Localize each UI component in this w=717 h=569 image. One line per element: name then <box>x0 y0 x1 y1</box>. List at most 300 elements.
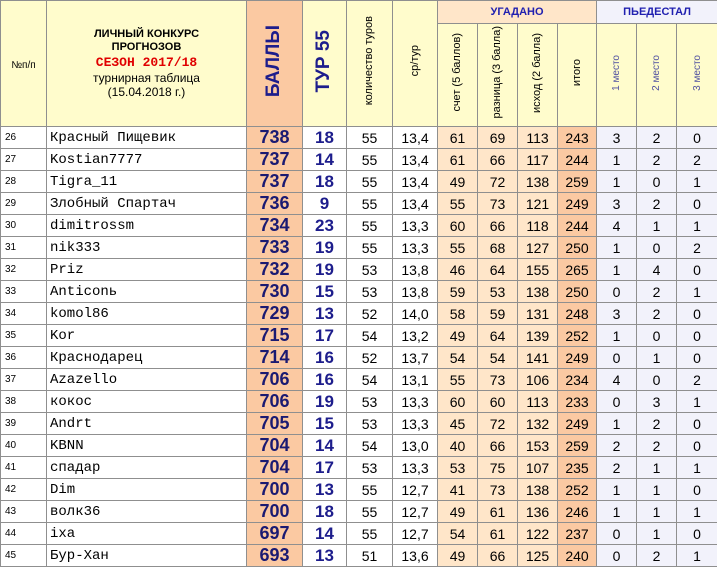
participant-name: komol86 <box>47 303 247 325</box>
tours-count: 55 <box>347 523 393 545</box>
guessed-difference: 61 <box>478 501 518 523</box>
guessed-score: 61 <box>438 149 478 171</box>
subtitle: турнирная таблица <box>93 71 200 85</box>
guessed-score: 55 <box>438 369 478 391</box>
participant-name: Azazello <box>47 369 247 391</box>
first-places: 1 <box>597 237 637 259</box>
balls-value: 700 <box>247 501 303 523</box>
tours-count: 52 <box>347 347 393 369</box>
tours-count: 55 <box>347 193 393 215</box>
guessed-difference: 73 <box>478 479 518 501</box>
guessed-score: 55 <box>438 237 478 259</box>
table-row <box>1 325 717 347</box>
guessed-total: 249 <box>558 193 597 215</box>
tour-points: 13 <box>303 545 347 567</box>
header-place3: 3 место <box>677 24 717 127</box>
guessed-outcome: 136 <box>518 501 558 523</box>
row-number: 44 <box>1 523 47 545</box>
guessed-score: 59 <box>438 281 478 303</box>
participant-name: Злобный Спартач <box>47 193 247 215</box>
tour-points: 18 <box>303 501 347 523</box>
header-place2: 2 место <box>637 24 677 127</box>
table-row <box>1 457 717 479</box>
tour-points: 16 <box>303 347 347 369</box>
guessed-total: 246 <box>558 501 597 523</box>
table-row <box>1 193 717 215</box>
second-places: 2 <box>637 281 677 303</box>
table-row <box>1 237 717 259</box>
guessed-total: 249 <box>558 347 597 369</box>
table-row <box>1 171 717 193</box>
table-row <box>1 391 717 413</box>
row-number: 32 <box>1 259 47 281</box>
balls-value: 734 <box>247 215 303 237</box>
third-places: 0 <box>677 193 717 215</box>
guessed-score: 46 <box>438 259 478 281</box>
third-places: 0 <box>677 325 717 347</box>
balls-value: 706 <box>247 369 303 391</box>
header-title-block <box>47 1 247 127</box>
guessed-total: 234 <box>558 369 597 391</box>
date-label: (15.04.2018 г.) <box>107 85 186 99</box>
guessed-difference: 66 <box>478 435 518 457</box>
participant-name: nik333 <box>47 237 247 259</box>
second-places: 1 <box>637 215 677 237</box>
first-places: 1 <box>597 325 637 347</box>
guessed-outcome: 117 <box>518 149 558 171</box>
row-number: 27 <box>1 149 47 171</box>
guessed-total: 244 <box>558 149 597 171</box>
guessed-total: 252 <box>558 325 597 347</box>
tours-count: 55 <box>347 149 393 171</box>
third-places: 0 <box>677 303 717 325</box>
average-per-tour: 13,0 <box>393 435 438 457</box>
second-places: 0 <box>637 237 677 259</box>
average-per-tour: 13,3 <box>393 413 438 435</box>
header-num: №п/п <box>1 1 47 127</box>
guessed-total: 249 <box>558 413 597 435</box>
first-places: 3 <box>597 303 637 325</box>
row-number: 40 <box>1 435 47 457</box>
second-places: 0 <box>637 171 677 193</box>
third-places: 2 <box>677 149 717 171</box>
third-places: 0 <box>677 479 717 501</box>
row-number: 26 <box>1 127 47 149</box>
balls-value: 714 <box>247 347 303 369</box>
first-places: 3 <box>597 193 637 215</box>
average-per-tour: 13,3 <box>393 457 438 479</box>
average-per-tour: 13,4 <box>393 127 438 149</box>
guessed-outcome: 122 <box>518 523 558 545</box>
guessed-total: 265 <box>558 259 597 281</box>
header-sr-tur: ср/тур <box>393 1 438 127</box>
guessed-total: 250 <box>558 237 597 259</box>
title-line2: ПРОГНОЗОВ <box>111 41 182 53</box>
second-places: 3 <box>637 391 677 413</box>
second-places: 1 <box>637 347 677 369</box>
guessed-total: 237 <box>558 523 597 545</box>
guessed-score: 41 <box>438 479 478 501</box>
average-per-tour: 13,7 <box>393 347 438 369</box>
row-number: 28 <box>1 171 47 193</box>
first-places: 0 <box>597 545 637 567</box>
participant-name: кокос <box>47 391 247 413</box>
guessed-difference: 54 <box>478 347 518 369</box>
third-places: 1 <box>677 501 717 523</box>
guessed-difference: 64 <box>478 325 518 347</box>
guessed-total: 244 <box>558 215 597 237</box>
row-number: 41 <box>1 457 47 479</box>
guessed-score: 58 <box>438 303 478 325</box>
row-number: 39 <box>1 413 47 435</box>
guessed-total: 248 <box>558 303 597 325</box>
first-places: 4 <box>597 215 637 237</box>
tours-count: 55 <box>347 501 393 523</box>
guessed-outcome: 141 <box>518 347 558 369</box>
tour-points: 14 <box>303 435 347 457</box>
second-places: 1 <box>637 523 677 545</box>
tour-points: 23 <box>303 215 347 237</box>
guessed-difference: 59 <box>478 303 518 325</box>
first-places: 0 <box>597 281 637 303</box>
second-places: 2 <box>637 545 677 567</box>
tour-points: 19 <box>303 259 347 281</box>
average-per-tour: 13,3 <box>393 237 438 259</box>
balls-value: 693 <box>247 545 303 567</box>
participant-name: Tigra_11 <box>47 171 247 193</box>
table-row <box>1 127 717 149</box>
first-places: 1 <box>597 149 637 171</box>
guessed-difference: 66 <box>478 545 518 567</box>
third-places: 0 <box>677 347 717 369</box>
third-places: 0 <box>677 259 717 281</box>
tours-count: 55 <box>347 237 393 259</box>
guessed-score: 53 <box>438 457 478 479</box>
balls-value: 738 <box>247 127 303 149</box>
tours-count: 54 <box>347 369 393 391</box>
tour-points: 17 <box>303 325 347 347</box>
table-header <box>1 1 717 127</box>
average-per-tour: 13,8 <box>393 281 438 303</box>
balls-value: 706 <box>247 391 303 413</box>
participant-name: ixa <box>47 523 247 545</box>
second-places: 2 <box>637 127 677 149</box>
guessed-outcome: 106 <box>518 369 558 391</box>
row-number: 37 <box>1 369 47 391</box>
tour-points: 19 <box>303 237 347 259</box>
season-label: СЕЗОН 2017/18 <box>95 55 198 70</box>
table-row <box>1 479 717 501</box>
third-places: 1 <box>677 171 717 193</box>
table-row <box>1 259 717 281</box>
tours-count: 53 <box>347 457 393 479</box>
title-line1: ЛИЧНЫЙ КОНКУРС <box>93 28 200 40</box>
guessed-outcome: 132 <box>518 413 558 435</box>
tours-count: 55 <box>347 171 393 193</box>
third-places: 1 <box>677 391 717 413</box>
participant-name: Краснодарец <box>47 347 247 369</box>
tour-points: 18 <box>303 171 347 193</box>
third-places: 0 <box>677 523 717 545</box>
guessed-outcome: 155 <box>518 259 558 281</box>
guessed-score: 60 <box>438 391 478 413</box>
tour-points: 17 <box>303 457 347 479</box>
second-places: 2 <box>637 193 677 215</box>
row-number: 29 <box>1 193 47 215</box>
tour-points: 13 <box>303 479 347 501</box>
participant-name: Priz <box>47 259 247 281</box>
row-number: 30 <box>1 215 47 237</box>
header-raznica: разница (3 балла) <box>478 24 518 127</box>
first-places: 1 <box>597 479 637 501</box>
tour-points: 19 <box>303 391 347 413</box>
first-places: 2 <box>597 457 637 479</box>
third-places: 2 <box>677 369 717 391</box>
balls-value: 704 <box>247 457 303 479</box>
guessed-score: 54 <box>438 523 478 545</box>
third-places: 0 <box>677 127 717 149</box>
participant-name: Kostian7777 <box>47 149 247 171</box>
row-number: 35 <box>1 325 47 347</box>
tours-count: 55 <box>347 127 393 149</box>
row-number: 42 <box>1 479 47 501</box>
second-places: 1 <box>637 501 677 523</box>
guessed-difference: 72 <box>478 171 518 193</box>
participant-name: волк36 <box>47 501 247 523</box>
table-row <box>1 347 717 369</box>
row-number: 38 <box>1 391 47 413</box>
guessed-outcome: 113 <box>518 391 558 413</box>
guessed-score: 54 <box>438 347 478 369</box>
guessed-difference: 53 <box>478 281 518 303</box>
guessed-total: 259 <box>558 171 597 193</box>
third-places: 1 <box>677 457 717 479</box>
guessed-score: 49 <box>438 171 478 193</box>
guessed-difference: 72 <box>478 413 518 435</box>
guessed-outcome: 138 <box>518 281 558 303</box>
average-per-tour: 13,1 <box>393 369 438 391</box>
row-number: 45 <box>1 545 47 567</box>
table-row <box>1 413 717 435</box>
average-per-tour: 14,0 <box>393 303 438 325</box>
tours-count: 55 <box>347 479 393 501</box>
first-places: 2 <box>597 435 637 457</box>
first-places: 0 <box>597 523 637 545</box>
row-number: 36 <box>1 347 47 369</box>
row-number: 34 <box>1 303 47 325</box>
header-schet: счет (5 баллов) <box>438 24 478 127</box>
guessed-difference: 73 <box>478 193 518 215</box>
average-per-tour: 13,4 <box>393 171 438 193</box>
first-places: 0 <box>597 391 637 413</box>
header-ishod: исход (2 балла) <box>518 24 558 127</box>
guessed-score: 61 <box>438 127 478 149</box>
guessed-total: 243 <box>558 127 597 149</box>
first-places: 3 <box>597 127 637 149</box>
tour-points: 15 <box>303 281 347 303</box>
guessed-outcome: 139 <box>518 325 558 347</box>
second-places: 2 <box>637 303 677 325</box>
second-places: 4 <box>637 259 677 281</box>
guessed-outcome: 131 <box>518 303 558 325</box>
table-row <box>1 545 717 567</box>
guessed-score: 60 <box>438 215 478 237</box>
first-places: 1 <box>597 501 637 523</box>
balls-value: 737 <box>247 171 303 193</box>
balls-value: 736 <box>247 193 303 215</box>
header-balls: БАЛЛЫ <box>247 1 303 127</box>
guessed-score: 49 <box>438 501 478 523</box>
tours-count: 52 <box>347 303 393 325</box>
average-per-tour: 12,7 <box>393 523 438 545</box>
tours-count: 51 <box>347 545 393 567</box>
participant-name: Бур-Хан <box>47 545 247 567</box>
average-per-tour: 13,3 <box>393 215 438 237</box>
guessed-difference: 75 <box>478 457 518 479</box>
tours-count: 53 <box>347 281 393 303</box>
tours-count: 53 <box>347 259 393 281</box>
guessed-outcome: 118 <box>518 215 558 237</box>
header-place1: 1 место <box>597 24 637 127</box>
first-places: 1 <box>597 171 637 193</box>
average-per-tour: 13,4 <box>393 149 438 171</box>
participant-name: Kor <box>47 325 247 347</box>
guessed-difference: 73 <box>478 369 518 391</box>
guessed-difference: 66 <box>478 149 518 171</box>
participant-name: Красный Пищевик <box>47 127 247 149</box>
guessed-outcome: 125 <box>518 545 558 567</box>
row-number: 33 <box>1 281 47 303</box>
guessed-outcome: 121 <box>518 193 558 215</box>
tours-count: 53 <box>347 413 393 435</box>
second-places: 0 <box>637 369 677 391</box>
balls-value: 704 <box>247 435 303 457</box>
participant-name: Anticonь <box>47 281 247 303</box>
guessed-outcome: 113 <box>518 127 558 149</box>
third-places: 1 <box>677 281 717 303</box>
tour-points: 13 <box>303 303 347 325</box>
header-piedestal: ПЬЕДЕСТАЛ <box>597 1 717 24</box>
table-row <box>1 501 717 523</box>
guessed-total: 235 <box>558 457 597 479</box>
tours-count: 53 <box>347 391 393 413</box>
guessed-total: 259 <box>558 435 597 457</box>
tours-count: 54 <box>347 325 393 347</box>
guessed-total: 240 <box>558 545 597 567</box>
tour-points: 9 <box>303 193 347 215</box>
header-itogo: итого <box>558 24 597 127</box>
table-body <box>1 127 717 567</box>
table-row <box>1 369 717 391</box>
tours-count: 54 <box>347 435 393 457</box>
tour-points: 18 <box>303 127 347 149</box>
balls-value: 700 <box>247 479 303 501</box>
tour-points: 15 <box>303 413 347 435</box>
guessed-difference: 66 <box>478 215 518 237</box>
guessed-difference: 61 <box>478 523 518 545</box>
guessed-difference: 68 <box>478 237 518 259</box>
second-places: 0 <box>637 325 677 347</box>
table-row <box>1 435 717 457</box>
balls-value: 732 <box>247 259 303 281</box>
second-places: 2 <box>637 149 677 171</box>
header-ugadano: УГАДАНО <box>438 1 597 24</box>
guessed-score: 49 <box>438 325 478 347</box>
guessed-total: 250 <box>558 281 597 303</box>
balls-value: 737 <box>247 149 303 171</box>
guessed-difference: 60 <box>478 391 518 413</box>
tours-count: 55 <box>347 215 393 237</box>
second-places: 1 <box>637 479 677 501</box>
first-places: 0 <box>597 347 637 369</box>
second-places: 1 <box>637 457 677 479</box>
guessed-score: 49 <box>438 545 478 567</box>
guessed-score: 45 <box>438 413 478 435</box>
table-row <box>1 149 717 171</box>
third-places: 0 <box>677 413 717 435</box>
second-places: 2 <box>637 435 677 457</box>
balls-value: 705 <box>247 413 303 435</box>
tour-points: 14 <box>303 149 347 171</box>
guessed-difference: 69 <box>478 127 518 149</box>
header-kolichestvo: количество туров <box>347 1 393 127</box>
average-per-tour: 13,6 <box>393 545 438 567</box>
guessed-outcome: 107 <box>518 457 558 479</box>
row-number: 43 <box>1 501 47 523</box>
guessed-outcome: 138 <box>518 171 558 193</box>
average-per-tour: 12,7 <box>393 479 438 501</box>
balls-value: 730 <box>247 281 303 303</box>
first-places: 1 <box>597 259 637 281</box>
participant-name: Andrt <box>47 413 247 435</box>
guessed-score: 55 <box>438 193 478 215</box>
third-places: 1 <box>677 215 717 237</box>
average-per-tour: 13,8 <box>393 259 438 281</box>
average-per-tour: 13,2 <box>393 325 438 347</box>
balls-value: 729 <box>247 303 303 325</box>
guessed-total: 252 <box>558 479 597 501</box>
balls-value: 697 <box>247 523 303 545</box>
participant-name: dimitrossm <box>47 215 247 237</box>
row-number: 31 <box>1 237 47 259</box>
guessed-outcome: 127 <box>518 237 558 259</box>
table-row <box>1 215 717 237</box>
table-row <box>1 281 717 303</box>
table-row <box>1 523 717 545</box>
average-per-tour: 13,4 <box>393 193 438 215</box>
participant-name: спадар <box>47 457 247 479</box>
first-places: 1 <box>597 413 637 435</box>
second-places: 2 <box>637 413 677 435</box>
guessed-outcome: 138 <box>518 479 558 501</box>
tour-points: 14 <box>303 523 347 545</box>
guessed-total: 233 <box>558 391 597 413</box>
third-places: 1 <box>677 545 717 567</box>
average-per-tour: 12,7 <box>393 501 438 523</box>
balls-value: 733 <box>247 237 303 259</box>
guessed-outcome: 153 <box>518 435 558 457</box>
third-places: 2 <box>677 237 717 259</box>
guessed-score: 40 <box>438 435 478 457</box>
tour-points: 16 <box>303 369 347 391</box>
guessed-difference: 64 <box>478 259 518 281</box>
header-tur: ТУР 55 <box>303 1 347 127</box>
third-places: 0 <box>677 435 717 457</box>
balls-value: 715 <box>247 325 303 347</box>
first-places: 4 <box>597 369 637 391</box>
table-row <box>1 303 717 325</box>
participant-name: KBNN <box>47 435 247 457</box>
